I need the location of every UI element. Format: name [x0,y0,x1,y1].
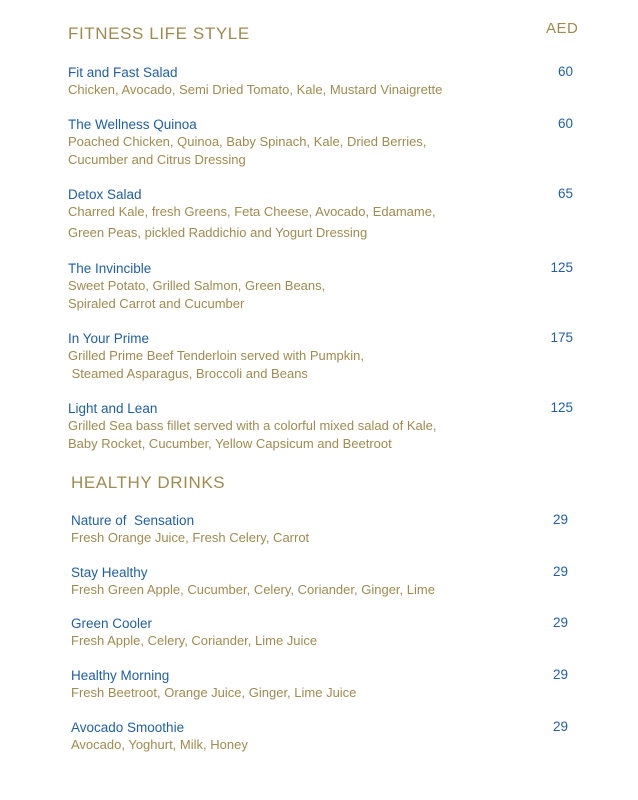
menu-item-price: 125 [550,400,573,415]
menu-item-description: Chicken, Avocado, Semi Dried Tomato, Kale, Mustard Vinaigrette [68,82,443,97]
menu-item [68,64,588,99]
menu-item-name: Avocado Smoothie [71,720,185,735]
section-title-fitness: FITNESS LIFE STYLE [68,24,250,43]
menu-item-name: The Wellness Quinoa [68,117,197,132]
menu-item [68,116,588,169]
menu-item [68,186,588,242]
menu-item-description: Poached Chicken, Quinoa, Baby Spinach, Kale, Dried Berries, [68,134,427,149]
currency-header: AED [546,20,579,37]
menu-item-description-line2: Cucumber and Citrus Dressing [68,152,246,167]
menu-item-description: Charred Kale, fresh Greens, Feta Cheese, Avocado, Edamame, [68,204,436,219]
menu-item-description: Avocado, Yoghurt, Milk, Honey [71,737,248,752]
menu-item-price: 175 [550,330,573,345]
menu-item-description: Grilled Prime Beef Tenderloin served with Pumpkin, [68,348,365,363]
menu-item-price: 60 [557,64,573,79]
menu-item-name: Nature of Sensation [71,513,195,528]
menu-item-name: Healthy Morning [71,668,170,683]
menu-item-price: 60 [557,116,573,131]
menu-item-price: 125 [550,260,573,275]
menu-item-name: Green Cooler [71,616,153,631]
menu-item-name: Fit and Fast Salad [68,65,178,80]
menu-item-description: Fresh Orange Juice, Fresh Celery, Carrot [71,530,310,545]
menu-item-description: Fresh Apple, Celery, Coriander, Lime Juice [71,633,318,648]
menu-item-description: Grilled Sea bass fillet served with a colorful mixed salad of Kale, [68,418,437,433]
menu-item-price: 29 [552,564,568,579]
menu-item-name: Detox Salad [68,187,142,202]
menu-item-name: Light and Lean [68,401,158,416]
menu-item-description-line2: Spiraled Carrot and Cucumber [68,296,245,311]
menu-item-name: In Your Prime [68,331,150,346]
menu-item-description-line2: Green Peas, pickled Raddichio and Yogurt Dressing [68,225,368,240]
menu-item [68,330,588,383]
menu-item-price: 29 [552,719,568,734]
menu-item-price: 65 [557,186,573,201]
menu-item-description: Fresh Beetroot, Orange Juice, Ginger, Lime Juice [71,685,357,700]
menu-item-name: The Invincible [68,261,152,276]
menu-item-description: Fresh Green Apple, Cucumber, Celery, Coriander, Ginger, Lime [71,582,435,597]
menu-item [68,400,588,453]
section-title-drinks: HEALTHY DRINKS [71,473,226,492]
menu-item-name: Stay Healthy [71,565,148,580]
menu-item [68,260,588,313]
menu-item-description-line2: Baby Rocket, Cucumber, Yellow Capsicum and Beetroot [68,436,392,451]
menu-item-description-line2: Steamed Asparagus, Broccoli and Beans [68,366,308,381]
menu-item-price: 29 [552,512,568,527]
menu-item-price: 29 [552,615,568,630]
menu-item-description: Sweet Potato, Grilled Salmon, Green Beans, [68,278,326,293]
menu-item-price: 29 [552,667,568,682]
